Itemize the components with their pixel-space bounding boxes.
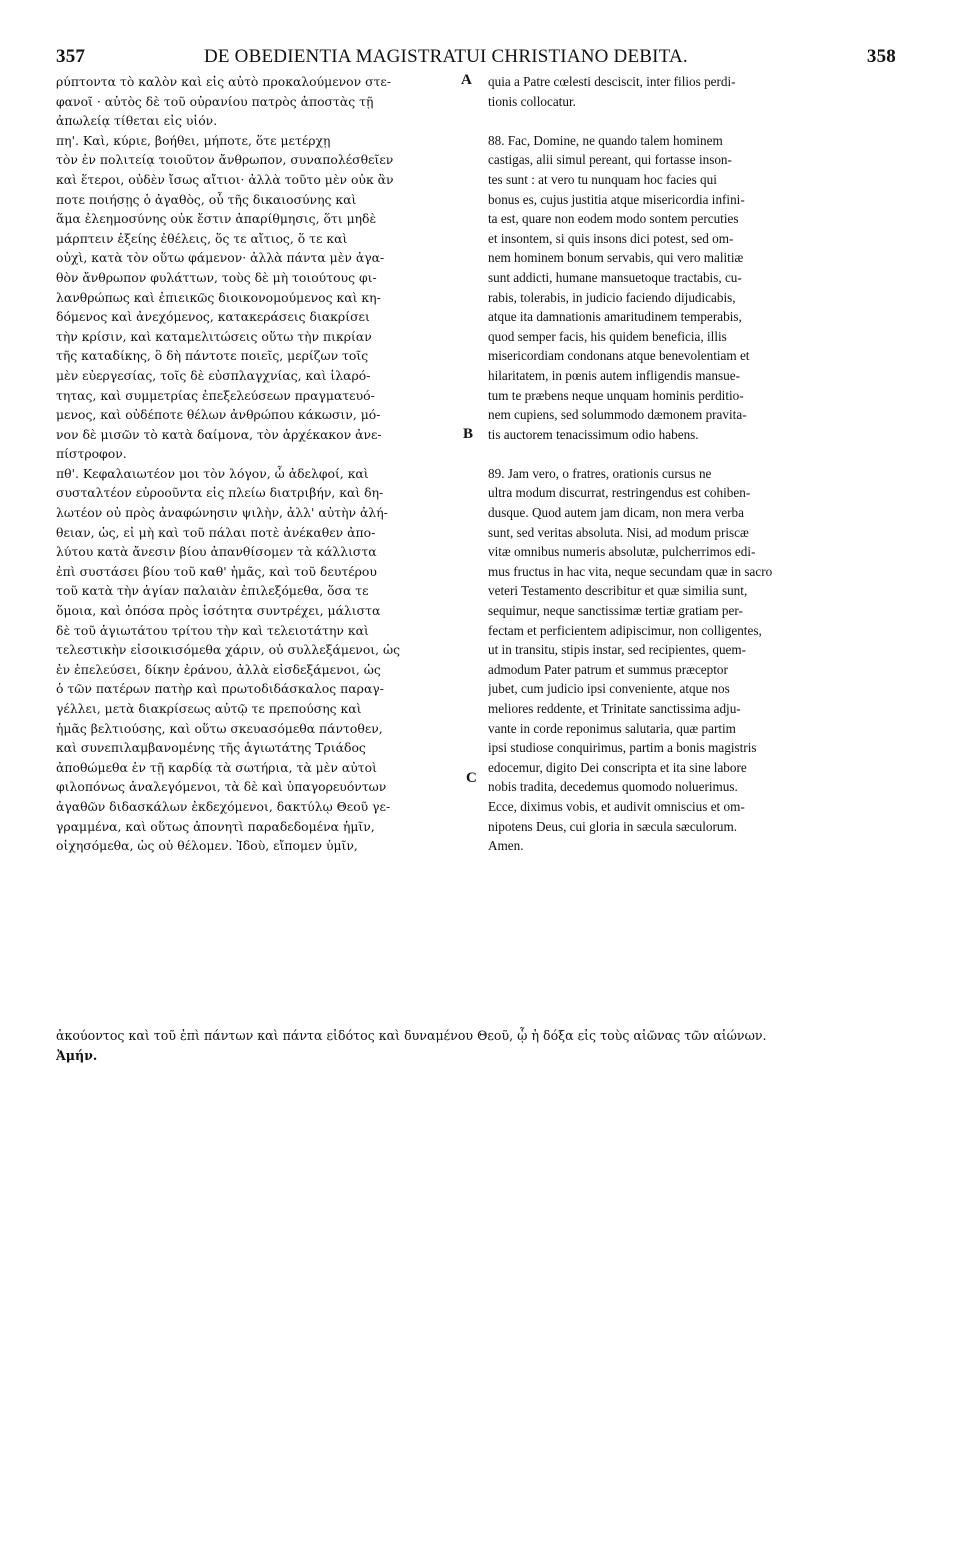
latin-text-line: edocemur, digito Dei conscripta et ita sine labore (488, 759, 747, 775)
margin-letter-b: B (463, 426, 474, 442)
greek-text-line: πίστροφον. (56, 446, 127, 462)
latin-text-line: sunt addicti, humane mansuetoque tractabis, cu- (488, 269, 742, 285)
greek-text-line: μενος, καὶ οὐδέποτε θέλων ἀνθρώπου κάκωσιν, μό- (56, 407, 381, 423)
greek-text-line: ὅμοια, καὶ ὁπόσα πρὸς ἰσότητα συντρέχει, μάλιστα (56, 603, 381, 619)
margin-letter-a: A (461, 72, 472, 88)
latin-text-line: veteri Testamento describitur et quæ similia sunt, (488, 583, 748, 599)
running-header (56, 46, 896, 72)
greek-text-line: ὁ τῶν πατέρων πατὴρ καὶ πρωτοδιδάσκαλος παραγ- (56, 681, 384, 697)
greek-column (56, 72, 456, 856)
latin-text-line: hilaritatem, in pœnis autem infligendis mansue- (488, 367, 740, 383)
greek-text-line: ρύπτοντα τὸ καλὸν καὶ εἰς αὐτὸ προκαλούμενον στε- (56, 74, 392, 89)
greek-text-line: ἡμᾶς βελτιούσης, καὶ οὕτω σκευασόμεθα πάντοθεν, (56, 720, 383, 736)
greek-text-line: νον δὲ μισῶν τὸ κατὰ δαίμονα, τὸν ἀρχέκακον ἀνε- (56, 426, 382, 442)
greek-text-line: καὶ ἕτεροι, οὐδὲν ἴσως αἴτιοι· ἀλλὰ τοῦτο μὲν οὐκ ἂν (56, 171, 394, 187)
latin-text-line: jubet, cum judicio ipsi conveniente, atque nos (488, 681, 730, 697)
greek-text-line: καὶ συνεπιλαμβανομένης τῆς ἁγιωτάτης Τριάδος (56, 740, 366, 756)
closing-line: ἀκούοντος καὶ τοῦ ἐπὶ πάντων καὶ πάντα εἰδότος καὶ δυναμένου Θεοῦ, ᾧ ἡ δόξα εἰς τοὺς αἰῶνας τῶν αἰώνων. (56, 1028, 767, 1043)
latin-text-line: tis auctorem tenacissimum odio habens. (488, 426, 699, 442)
latin-text-line: Ecce, diximus vobis, et audivit omniscius et om- (488, 798, 745, 814)
latin-text-line: 89. Jam vero, o fratres, orationis cursus ne (488, 465, 712, 481)
greek-text-line: ἀπωλείᾳ τίθεται εἰς υἱόν. (56, 113, 218, 129)
closing-amen: Ἀμήν. (56, 1048, 98, 1063)
page-number-right: 358 (866, 46, 896, 67)
greek-text-line: ἀποθώμεθα ἐν τῇ καρδίᾳ τὰ σωτήρια, τὰ μὲν αὐτοὶ (56, 759, 377, 775)
greek-text-line: τὸν ἐν πολιτείᾳ τοιοῦτον ἄνθρωπον, συναπολέσθεῖεν (56, 152, 394, 168)
greek-text-line: δὲ τοῦ ἁγιωτάτου τρίτου τὴν καὶ τελειοτάτην καὶ (56, 622, 369, 638)
latin-text-line: et insontem, si quis insons dici potest, sed om- (488, 230, 734, 246)
running-title: DE OBEDIENTIA MAGISTRATUI CHRISTIANO DEBITA. (204, 46, 688, 67)
latin-text-line: ultra modum discurrat, restringendus est cohiben- (488, 485, 751, 501)
greek-text-line: ἐν ἐπελεύσει, δίκην ἐράνου, ἀλλὰ εἰσδεξάμενοι, ὡς (56, 661, 381, 677)
latin-text-line: vitæ omnibus numeris absolutæ, pulcherrimos edi- (488, 544, 756, 560)
greek-text-line: λύτου κατὰ ἄνεσιν βίου ἀπανθίσομεν τὰ κάλλιστα (56, 544, 377, 560)
greek-text-line: ἐπὶ συστάσει βίου τοῦ καθ' ἡμᾶς, καὶ τοῦ δευτέρου (56, 563, 377, 579)
greek-text-line: φιλοπόνως ἀναλεγόμενοι, τὰ δὲ καὶ ὑπαγορευόντων (56, 779, 387, 795)
latin-text-line: tionis collocatur. (488, 93, 576, 109)
latin-text-line: tum te præbens neque unquam hominis perditio- (488, 387, 744, 403)
greek-text-line: θειαν, ὡς, εἰ μὴ καὶ τοῦ πάλαι ποτὲ ἀνέκαθεν ἀπο- (56, 524, 376, 540)
latin-text-line: rabis, tolerabis, in judicio faciendo dijudicabis, (488, 289, 736, 305)
latin-column (488, 72, 898, 856)
greek-text-line: οὐχὶ, κατὰ τὸν οὕτω φάμενον· ἀλλὰ πάντα μὲν ἀγα- (56, 250, 385, 266)
latin-text-line: castigas, alii simul pereant, qui fortasse inson- (488, 152, 732, 168)
latin-text-line: nem cupiens, sed solummodo dæmonem pravita- (488, 407, 747, 423)
greek-text-line: οἰχησόμεθα, ὡς οὐ θέλομεν. Ἰδοὺ, εἴπομεν ὑμῖν, (56, 838, 358, 854)
greek-text-line: πθ'. Κεφαλαιωτέον μοι τὸν λόγον, ὦ ἀδελφοί, καὶ (56, 465, 369, 481)
latin-text-line: vante in corde reponimus salutaria, quæ partim (488, 720, 736, 736)
greek-text-line: δόμενος καὶ ἀνεχόμενος, κατακεράσεις διακρίσει (56, 309, 370, 325)
latin-text-line: ipsi studiose conquirimus, partim a bonis magistris (488, 740, 757, 756)
latin-text-line: tes sunt : at vero tu nunquam hoc facies qui (488, 171, 717, 187)
latin-text-line: atque ita damnationis amaritudinem temperabis, (488, 309, 742, 325)
greek-text-line: λανθρώπως καὶ ἐπιεικῶς διοικονομούμενος καὶ κη- (56, 289, 381, 305)
latin-text-line: quia a Patre cœlesti desciscit, inter filios perdi- (488, 74, 736, 89)
greek-text-line: πη'. Καὶ, κύριε, βοήθει, μήποτε, ὅτε μετέρχῃ (56, 132, 331, 148)
greek-text-line: γέλλει, μετὰ διακρίσεως αὐτῷ τε πρεπούσης καὶ (56, 701, 362, 716)
latin-text-line: nobis tradita, decedemus quomodo noluerimus. (488, 779, 738, 795)
greek-text-line: τῆς καταδίκης, ὃ δὴ πάντοτε ποιεῖς, μερίζων τοῖς (56, 348, 369, 364)
latin-text-line: mus fructus in hac vita, neque secundam quæ in sacro (488, 563, 773, 579)
greek-text-line: θὸν ἄνθρωπον φυλάττων, τοὺς δὲ μὴ τοιούτους φι- (56, 269, 377, 285)
greek-text-line: λωτέον οὐ πρὸς ἀναφώνησιν ψιλὴν, ἀλλ' αὐτὴν ἀλή- (56, 505, 388, 521)
greek-text-line: ποτε ποιήσῃς ὁ ἀγαθὸς, οὗ τῆς δικαιοσύνης καὶ (56, 191, 357, 207)
greek-text-line: τητας, καὶ συμμετρίας ἐπεξελεύσεων πραγματευό- (56, 387, 375, 403)
greek-text-line: φανοῖ · αὐτὸς δὲ τοῦ οὐρανίου πατρὸς ἀποστὰς τῇ (56, 93, 374, 109)
latin-text-line: quod semper facis, his quidem beneficia, illis (488, 328, 727, 344)
greek-text-line: τὴν κρίσιν, καὶ καταμελιτώσεις οὕτω τὴν πικρίαν (56, 328, 372, 344)
latin-text-line: ta est, quare non eodem modo sontem percuties (488, 211, 739, 227)
latin-text-line: bonus es, cujus justitia atque misericordia infini- (488, 191, 745, 207)
greek-text-line: ἀγαθῶν διδασκάλων ἐκδεχόμενοι, δακτύλῳ Θεοῦ γε- (56, 798, 391, 814)
latin-text-line: meliores reddente, et Trinitate sanctissima adju- (488, 701, 741, 716)
greek-text-line: τελεστικὴν εἰσοικισόμεθα χάριν, οὐ συλλεξάμενοι, ὡς (56, 642, 401, 658)
page-number-left: 357 (56, 46, 86, 67)
latin-text-line: dusque. Quod autem jam dicam, non mera verba (488, 505, 744, 521)
latin-text-line: sunt, sed veritas absoluta. Nisi, ad modum priscæ (488, 524, 749, 540)
greek-text-line: γραμμένα, καὶ οὕτως ἀπονητὶ παραδεδομένα ἡμῖν, (56, 818, 375, 834)
latin-text-line: fectam et perficientem adipiscimur, non colligentes, (488, 622, 762, 638)
latin-text-line: admodum Pater patrum et summus præceptor (488, 661, 728, 677)
greek-text-line: συσταλτέον εὐροοῦντα εἰς πλείω διατριβήν, καὶ δη- (56, 485, 384, 501)
greek-text-line: μὲν εὐεργεσίας, τοῖς δὲ εὐσπλαγχνίας, καὶ ἱλαρό- (56, 367, 371, 383)
greek-text-line: τοῦ κατὰ τὴν ἁγίαν παλαιὰν ἐπιλεξόμεθα, ὅσα τε (56, 583, 369, 599)
latin-text-line: sequimur, neque sanctissimæ tertiæ gratiam per- (488, 603, 743, 619)
latin-text-line (488, 111, 898, 131)
latin-text-line: nem hominem bonum servabis, qui vero malitiæ (488, 250, 744, 266)
latin-text-line: nipotens Deus, cui gloria in sæcula sæculorum. (488, 818, 738, 834)
latin-text-line: Amen. (488, 838, 524, 854)
greek-text-line: ἅμα ἐλεημοσύνης οὐκ ἔστιν ἀπαρίθμησις, ὅτι μηδὲ (56, 211, 377, 227)
greek-text-line: μάρπτειν ἐξείης ἐθέλεις, ὅς τε αἴτιος, ὅ τε καὶ (56, 230, 348, 246)
latin-text-line (488, 444, 898, 464)
latin-text-line: misericordiam condonans atque benevolentiam et (488, 348, 750, 364)
latin-text-line: ut in transitu, stipis instar, sed recipientes, quem- (488, 642, 747, 658)
latin-text-line: 88. Fac, Domine, ne quando talem hominem (488, 132, 723, 148)
margin-letter-c: C (466, 770, 477, 786)
